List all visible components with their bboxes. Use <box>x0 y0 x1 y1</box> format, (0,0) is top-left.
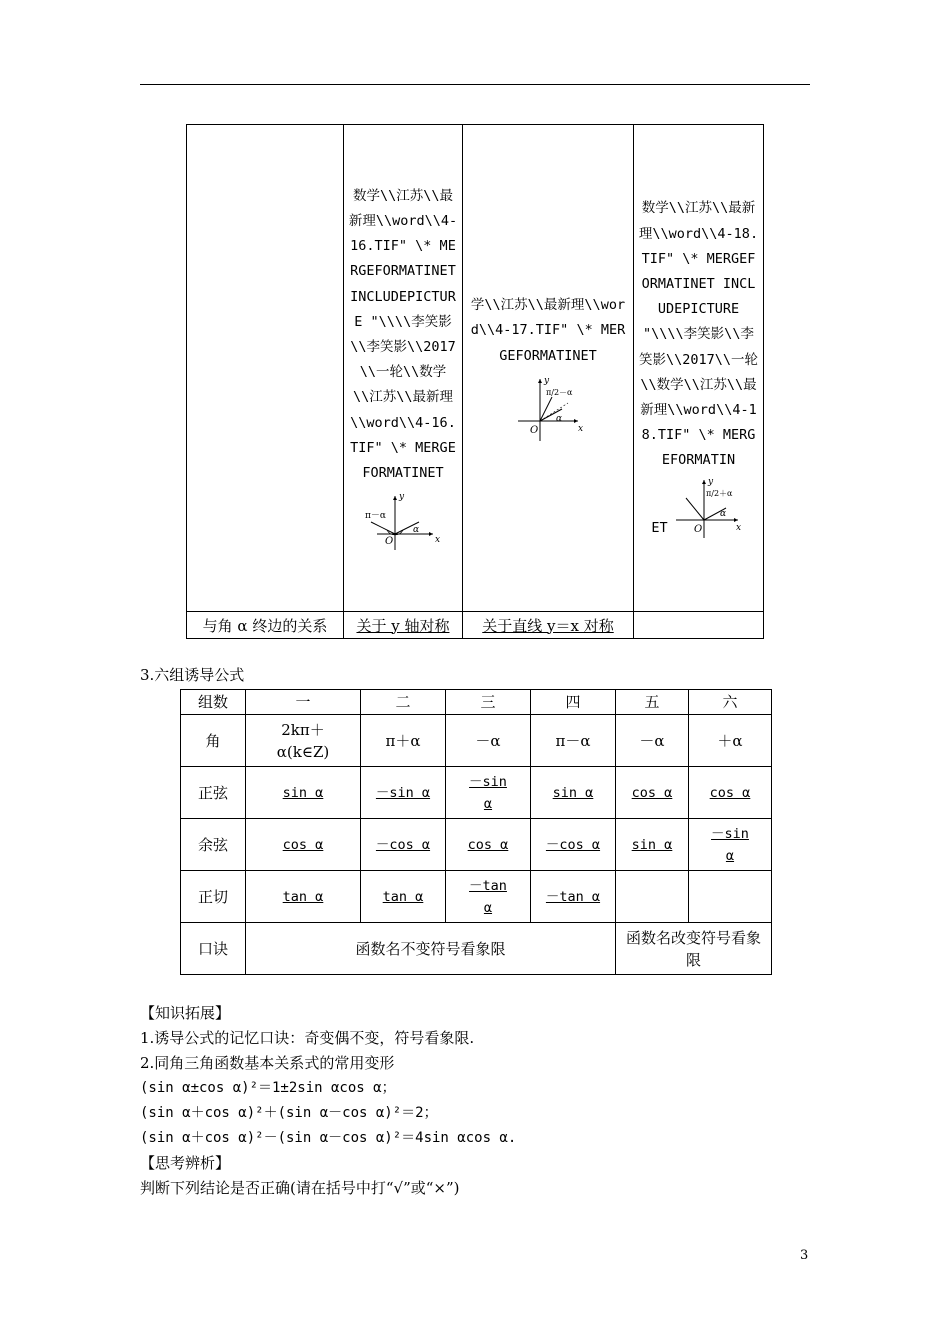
header-rule <box>140 84 810 85</box>
mnemonic-unchanged: 函数名不变符号看象限 <box>246 923 616 975</box>
fig2-x: x <box>578 423 584 434</box>
header-cell: 五 <box>616 690 689 715</box>
tangent-cell: －tan α <box>446 871 531 923</box>
fig2-label-1: π/2－α <box>546 387 573 397</box>
header-cell: 二 <box>361 690 446 715</box>
row-label-cosine: 余弦 <box>181 819 246 871</box>
fig2-y: y <box>544 375 550 386</box>
identity-line: (sin α＋cos α)²＋(sin α－cos α)²＝2； <box>140 1105 438 1121</box>
sine-cell: －sin α <box>446 767 531 819</box>
sine-cell: cos α <box>689 767 772 819</box>
fig1-x: x <box>435 535 441 546</box>
angle-cell: π－α <box>531 715 616 767</box>
fig1-label-2: α <box>413 525 420 536</box>
mnemonic-changed: 函数名改变符号看象限 <box>616 923 772 975</box>
cosine-cell: －sin α <box>689 819 772 871</box>
page-number: 3 <box>800 1248 809 1263</box>
row-label-mnemonic: 口诀 <box>181 923 246 975</box>
header-cell: 一 <box>246 690 361 715</box>
judgement-instruction: 判断下列结论是否正确(请在括号中打“√”或“×”) <box>140 1179 460 1197</box>
angle-cell: 2kπ＋α(k∈Z) <box>246 715 361 767</box>
figure-pi-minus-alpha <box>363 490 443 554</box>
fig3-y: y <box>707 476 713 487</box>
fig1-origin: O <box>385 536 394 548</box>
row-label-tangent: 正切 <box>181 871 246 923</box>
sine-cell: cos α <box>616 767 689 819</box>
section-title-induction-formulas: 3.六组诱导公式 <box>140 666 245 684</box>
angle-cell: －α <box>446 715 531 767</box>
angle-cell: －α <box>616 715 689 767</box>
sine-cell: sin α <box>246 767 361 819</box>
header-cell: 四 <box>531 690 616 715</box>
relation-label: 与角 α 终边的关系 <box>187 612 344 639</box>
cosine-cell: cos α <box>246 819 361 871</box>
table1-col4-cell <box>634 125 764 612</box>
header-cell: 三 <box>446 690 531 715</box>
angle-cell: π＋α <box>361 715 446 767</box>
field-code-text-2: 学\\江苏\\最新理\\word\\4-17.TIF" \* MERGEFORMATINET <box>470 297 626 364</box>
angle-relation-table <box>186 124 764 639</box>
tangent-cell: tan α <box>361 871 446 923</box>
sine-cell: sin α <box>531 767 616 819</box>
relation-empty <box>634 612 764 639</box>
fig1-label-1: π－α <box>365 511 386 522</box>
fig3-label-1: π/2＋α <box>705 488 733 498</box>
thinking-heading: 【思考辨析】 <box>140 1154 231 1172</box>
cosine-cell: －cos α <box>531 819 616 871</box>
figure-half-pi-plus-alpha <box>670 476 746 542</box>
field-code-text-3: 数学\\江苏\\最新理\\word\\4-18.TIF" \* MERGEFORMATINET INCLUDEPICTURE "\\\\李笑影\\李笑影\\2017\\一轮\\数学\\江苏\\最新理\\word\\4-18.TIF" \* MERGEFORMATIN <box>638 200 759 469</box>
identity-line: (sin α＋cos α)²－(sin α－cos α)²＝4sin αcos α. <box>140 1130 517 1146</box>
fig3-label-2: α <box>719 508 726 519</box>
table1-col2-cell <box>344 125 463 612</box>
relation-y-axis-symmetry: 关于 y 轴对称 <box>344 612 463 639</box>
mnemonic-note: 1.诱导公式的记忆口诀：奇变偶不变，符号看象限. <box>140 1029 475 1047</box>
fig1-y: y <box>399 492 405 503</box>
header-cell: 六 <box>689 690 772 715</box>
fig3-x: x <box>735 522 741 533</box>
row-label-sine: 正弦 <box>181 767 246 819</box>
knowledge-extension-heading: 【知识拓展】 <box>140 1004 231 1022</box>
cosine-cell: －cos α <box>361 819 446 871</box>
row-label-angle: 角 <box>181 715 246 767</box>
sine-cell: －sin α <box>361 767 446 819</box>
fig2-label-2: α <box>556 413 563 424</box>
relation-line-symmetry: 关于直线 y＝x 对称 <box>463 612 634 639</box>
header-cell: 组数 <box>181 690 246 715</box>
figure-half-pi-minus-alpha <box>508 373 588 445</box>
cosine-cell: cos α <box>446 819 531 871</box>
tangent-cell <box>689 871 772 923</box>
angle-cell: ＋α <box>689 715 772 767</box>
identity-heading: 2.同角三角函数基本关系式的常用变形 <box>140 1054 395 1072</box>
table1-col3-cell <box>463 125 634 612</box>
induction-formula-table <box>180 689 772 975</box>
tangent-cell: －tan α <box>531 871 616 923</box>
fig2-origin: O <box>530 424 539 436</box>
tangent-cell: tan α <box>246 871 361 923</box>
identity-line: (sin α±cos α)²＝1±2sin αcos α； <box>140 1080 396 1096</box>
cosine-cell: sin α <box>616 819 689 871</box>
tangent-cell <box>616 871 689 923</box>
table1-blank-cell <box>187 125 344 612</box>
field-code-tail: ET <box>651 520 668 537</box>
fig3-origin: O <box>693 523 702 535</box>
field-code-text-1: 数学\\江苏\\最新理\\word\\4-16.TIF" \* MERGEFORMATINET INCLUDEPICTURE "\\\\李笑影\\李笑影\\2017\\一轮\\数学\\江苏\\最新理\\word\\4-16.TIF" \* MERGEFORMATINET <box>348 187 458 482</box>
